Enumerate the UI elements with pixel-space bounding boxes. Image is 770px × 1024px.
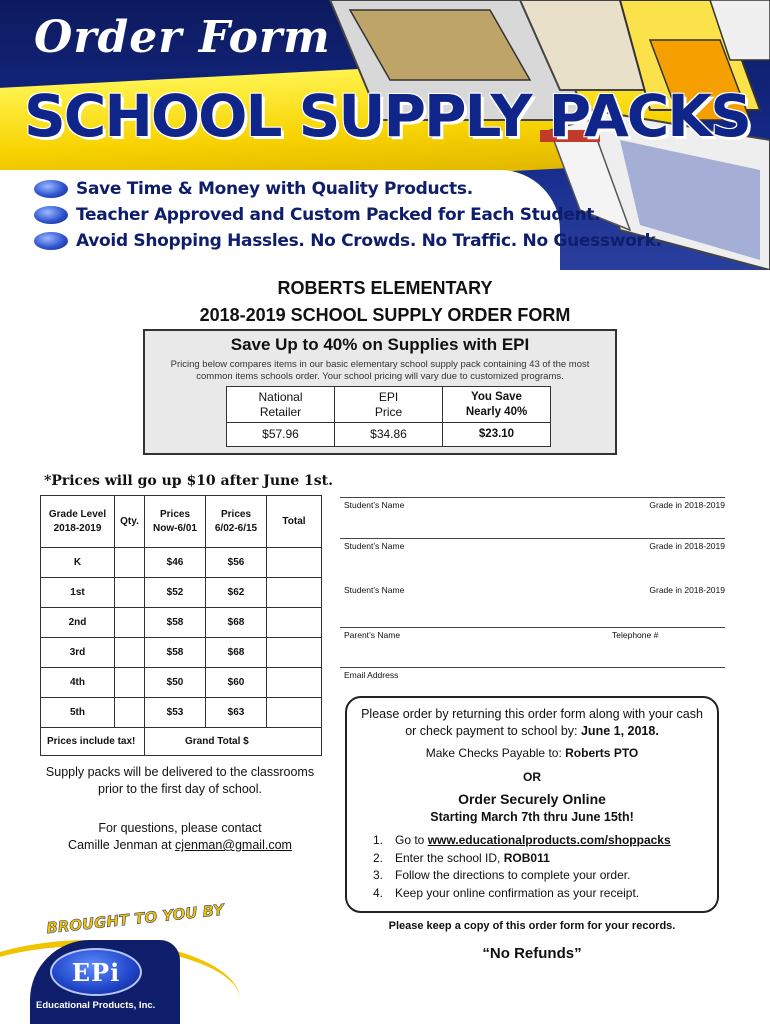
table-row bbox=[41, 608, 322, 638]
list-item: 2. Enter the school ID, ROB011 bbox=[373, 850, 550, 865]
contact-line bbox=[40, 837, 320, 854]
total-input-cell[interactable] bbox=[267, 578, 322, 608]
benefit-text: Avoid Shopping Hassles. No Crowds. No Traffic. No Guesswork. bbox=[76, 231, 662, 251]
school-supply-packs-title: SCHOOL SUPPLY PACKS bbox=[24, 82, 750, 150]
benefit-item bbox=[34, 228, 662, 254]
field-line bbox=[340, 538, 725, 539]
national-retailer-header: National Retailer bbox=[227, 387, 335, 423]
price-later-cell: $63 bbox=[206, 698, 267, 728]
grade-cell: K bbox=[41, 548, 115, 578]
qty-input-cell[interactable] bbox=[115, 608, 145, 638]
questions-text: For questions, please contact bbox=[98, 821, 262, 835]
table-row bbox=[41, 578, 322, 608]
price-now-cell: $53 bbox=[145, 698, 206, 728]
national-retailer-price: $57.96 bbox=[227, 423, 335, 447]
student-info-field-3[interactable] bbox=[340, 582, 725, 622]
telephone-label: Telephone # bbox=[612, 630, 659, 640]
grade-cell: 4th bbox=[41, 668, 115, 698]
student-name-label: Student’s Name bbox=[344, 541, 405, 551]
field-line bbox=[340, 667, 725, 668]
grade-label: Grade in 2018-2019 bbox=[649, 585, 725, 595]
qty-input-cell[interactable] bbox=[115, 548, 145, 578]
grade-cell: 2nd bbox=[41, 608, 115, 638]
order-steps-list bbox=[373, 832, 717, 902]
checks-payee: Roberts PTO bbox=[565, 746, 639, 760]
total-input-cell[interactable] bbox=[267, 668, 322, 698]
qty-header: Qty. bbox=[115, 496, 145, 548]
student-name-label: Student’s Name bbox=[344, 500, 405, 510]
price-later-cell: $62 bbox=[206, 578, 267, 608]
order-online-title: Order Securely Online bbox=[458, 791, 606, 807]
savings-box bbox=[143, 329, 617, 455]
bullet-icon bbox=[34, 206, 68, 224]
total-input-cell[interactable] bbox=[267, 548, 322, 578]
student-info-field-2[interactable] bbox=[340, 538, 725, 578]
header-banner bbox=[0, 0, 770, 270]
benefit-item bbox=[34, 202, 662, 228]
total-input-cell[interactable] bbox=[267, 698, 322, 728]
you-save-header: You Save Nearly 40% bbox=[443, 387, 551, 423]
epi-logo bbox=[0, 880, 320, 1024]
grade-cell: 3rd bbox=[41, 638, 115, 668]
tax-note: Prices include tax! bbox=[41, 728, 145, 756]
student-info-field-1[interactable] bbox=[340, 497, 725, 537]
table-row bbox=[41, 698, 322, 728]
prices-now-header: Prices Now-6/01 bbox=[145, 496, 206, 548]
total-header: Total bbox=[267, 496, 322, 548]
order-instructions-box bbox=[345, 696, 719, 913]
price-now-cell: $58 bbox=[145, 638, 206, 668]
brought-to-you-by: BROUGHT TO YOU BY bbox=[45, 900, 225, 938]
price-now-cell: $58 bbox=[145, 608, 206, 638]
email-field[interactable] bbox=[340, 667, 725, 693]
grand-total-row bbox=[41, 728, 322, 756]
bullet-icon bbox=[34, 232, 68, 250]
table-row bbox=[41, 668, 322, 698]
or-divider: OR bbox=[523, 770, 541, 784]
field-line bbox=[340, 497, 725, 498]
benefit-text: Teacher Approved and Custom Packed for Each Student. bbox=[76, 205, 601, 225]
list-item: 3. Follow the directions to complete your order. bbox=[373, 868, 631, 882]
qty-input-cell[interactable] bbox=[115, 698, 145, 728]
order-online-dates: Starting March 7th thru June 15th! bbox=[430, 810, 634, 824]
epi-price-header: EPI Price bbox=[335, 387, 443, 423]
parent-name-label: Parent’s Name bbox=[344, 630, 401, 640]
contact-name: Camille Jenman at bbox=[68, 838, 172, 852]
order-form-script-title: Order Form bbox=[34, 12, 331, 63]
savings-title: Save Up to 40% on Supplies with EPI bbox=[230, 335, 530, 354]
price-now-cell: $46 bbox=[145, 548, 206, 578]
no-refunds-note: “No Refunds” bbox=[482, 945, 582, 962]
email-label: Email Address bbox=[344, 670, 399, 680]
grand-total-field[interactable]: Grand Total $ bbox=[145, 728, 322, 756]
price-now-cell: $52 bbox=[145, 578, 206, 608]
benefit-text: Save Time & Money with Quality Products. bbox=[76, 179, 473, 199]
prices-later-header: Prices 6/02-6/15 bbox=[206, 496, 267, 548]
qty-input-cell[interactable] bbox=[115, 638, 145, 668]
epi-mark: EPi bbox=[71, 957, 121, 987]
total-input-cell[interactable] bbox=[267, 608, 322, 638]
savings-amount: $23.10 bbox=[443, 423, 551, 447]
grade-cell: 1st bbox=[41, 578, 115, 608]
epi-logo-icon bbox=[50, 948, 142, 996]
grade-order-table bbox=[40, 495, 322, 756]
savings-description: Pricing below compares items in our basic elementary school supply pack containing 43 of the most common items schools order. Your school pricing will vary due to customized programs. bbox=[170, 359, 590, 382]
grade-label: Grade in 2018-2019 bbox=[649, 541, 725, 551]
contact-email-link[interactable]: cjenman@gmail.com bbox=[175, 838, 292, 852]
student-name-label: Student’s Name bbox=[344, 585, 405, 595]
order-intro-text: Please order by returning this order form along with your cash or check payment to school by: bbox=[361, 707, 703, 738]
price-later-cell: $68 bbox=[206, 608, 267, 638]
qty-input-cell[interactable] bbox=[115, 668, 145, 698]
price-now-cell: $50 bbox=[145, 668, 206, 698]
benefit-item bbox=[34, 176, 662, 202]
checks-label: Make Checks Payable to: bbox=[425, 746, 562, 760]
company-name: Educational Products, Inc. bbox=[36, 1000, 156, 1011]
keep-copy-note: Please keep a copy of this order form for your records. bbox=[388, 920, 676, 932]
grade-label: Grade in 2018-2019 bbox=[649, 500, 725, 510]
order-deadline: June 1, 2018. bbox=[580, 724, 659, 738]
list-item: 1. Go to www.educationalproducts.com/shoppacks bbox=[373, 833, 671, 847]
price-later-cell: $68 bbox=[206, 638, 267, 668]
field-line bbox=[340, 582, 725, 583]
price-later-cell: $56 bbox=[206, 548, 267, 578]
checks-payable bbox=[347, 746, 717, 760]
bullet-icon bbox=[34, 180, 68, 198]
table-row bbox=[41, 548, 322, 578]
total-input-cell[interactable] bbox=[267, 638, 322, 668]
school-id: ROB011 bbox=[503, 850, 550, 865]
qty-input-cell[interactable] bbox=[115, 578, 145, 608]
contact-note bbox=[40, 820, 320, 854]
form-title: 2018-2019 SCHOOL SUPPLY ORDER FORM bbox=[199, 305, 571, 325]
parent-info-field[interactable] bbox=[340, 627, 725, 667]
field-line bbox=[340, 627, 725, 628]
table-row bbox=[41, 638, 322, 668]
order-intro bbox=[361, 706, 703, 740]
benefit-bullets bbox=[34, 176, 662, 254]
shop-packs-link[interactable]: www.educationalproducts.com/shoppacks bbox=[427, 833, 671, 847]
grade-level-header: Grade Level 2018-2019 bbox=[41, 496, 115, 548]
delivery-note: Supply packs will be delivered to the classrooms prior to the first day of school. bbox=[45, 765, 315, 796]
grade-cell: 5th bbox=[41, 698, 115, 728]
price-increase-note: *Prices will go up $10 after June 1st. bbox=[44, 473, 333, 489]
school-name: ROBERTS ELEMENTARY bbox=[277, 278, 493, 298]
price-later-cell: $60 bbox=[206, 668, 267, 698]
list-item: 4. Keep your online confirmation as your receipt. bbox=[373, 885, 640, 900]
epi-price: $34.86 bbox=[335, 423, 443, 447]
price-comparison-table bbox=[226, 386, 551, 447]
